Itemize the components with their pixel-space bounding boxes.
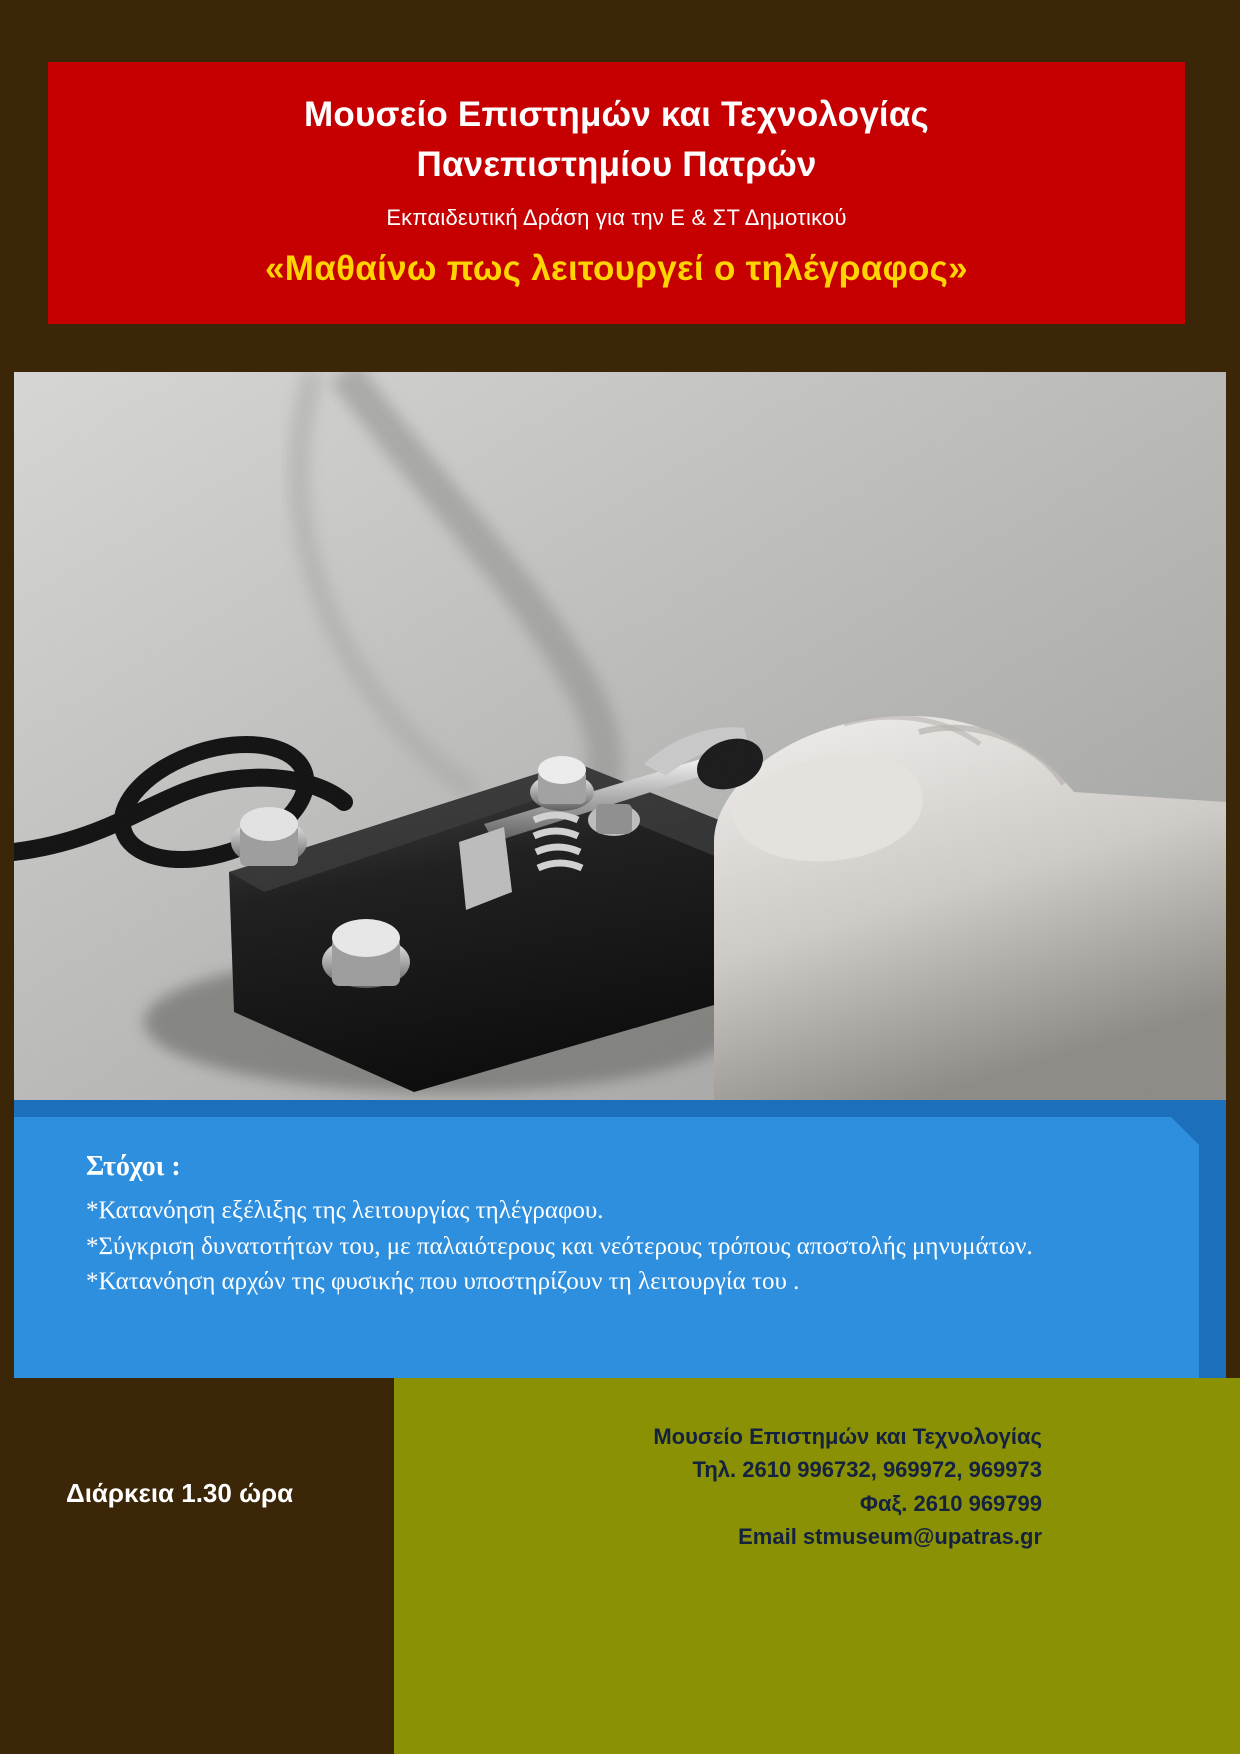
- header-banner: [48, 62, 1185, 324]
- objective-item-3: *Κατανόηση αρχών της φυσικής που υποστηρίζουν τη λειτουργία του .: [86, 1268, 800, 1295]
- museum-title-line1: Μουσείο Επιστημών και Τεχνολογίας: [304, 95, 929, 134]
- objectives-panel: [14, 1117, 1199, 1378]
- panel-corner-fold: [1171, 1117, 1199, 1145]
- contact-museum: Μουσείο Επιστημών και Τεχνολογίας: [653, 1424, 1042, 1449]
- objective-item-2: *Σύγκριση δυνατοτήτων του, με παλαιότερους και νεότερους τρόπους αποστολής μηνυμάτων.: [86, 1232, 1033, 1260]
- footer-left-block: [0, 1378, 394, 1754]
- duration-label: Διάρκεια 1.30 ώρα: [66, 1478, 294, 1508]
- contact-email: Email stmuseum@upatras.gr: [738, 1524, 1042, 1550]
- header-subtitle: Εκπαιδευτική Δράση για την Ε & ΣΤ Δημοτικού: [386, 205, 847, 231]
- contact-fax: Φαξ. 2610 969799: [859, 1490, 1042, 1516]
- telegraph-photo: [14, 372, 1226, 1100]
- objective-item-1: *Κατανόηση εξέλιξης της λειτουργίας τηλέγραφου.: [86, 1197, 604, 1224]
- contact-info: [653, 1420, 1042, 1554]
- museum-title-line2: Πανεπιστημίου Πατρών: [416, 144, 817, 184]
- objectives-title: Στόχοι :: [86, 1151, 181, 1182]
- telegraph-photo-image: [14, 372, 1226, 1100]
- contact-phone: Τηλ. 2610 996732, 969972, 969973: [692, 1457, 1042, 1483]
- activity-title: «Μαθαίνω πως λειτουργεί ο τηλέγραφος»: [265, 249, 968, 289]
